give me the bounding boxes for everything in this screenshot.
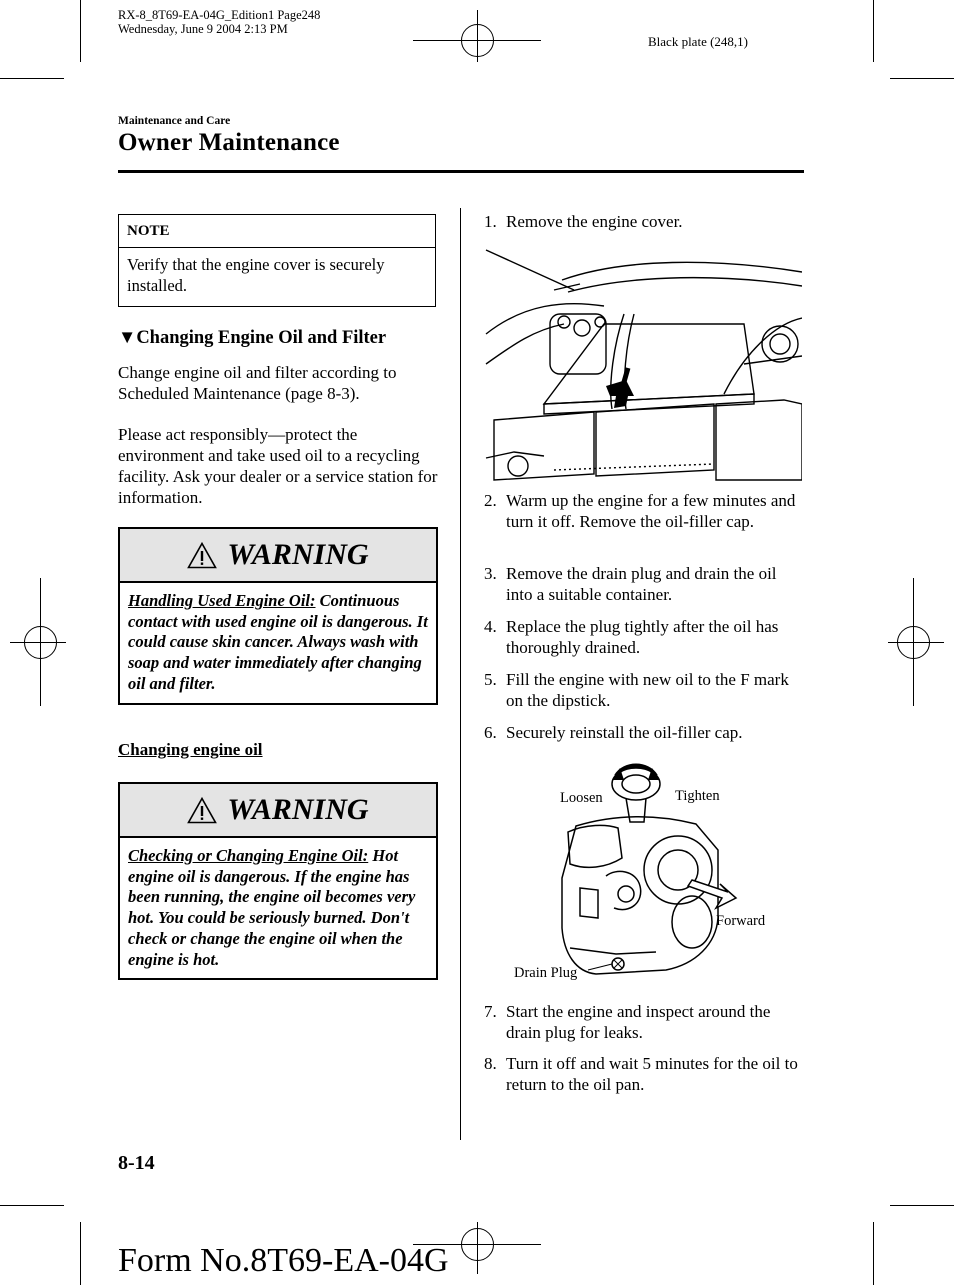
step-item [484,490,804,532]
warning-title: WARNING [227,793,369,826]
subsection-heading-text: Changing Engine Oil and Filter [136,328,387,348]
changing-engine-oil-heading: Changing engine oil [118,740,263,759]
oil-cap-drain-plug-diagram [506,758,796,990]
step-text: Start the engine and inspect around the drain plug for leaks. [506,1002,771,1042]
crop-mark [80,0,81,62]
warning-text [120,838,436,978]
warning-lead: Checking or Changing Engine Oil: [128,846,369,865]
form-number: Form No.8T69-EA-04G [118,1242,449,1279]
tighten-label: Tighten [675,788,720,804]
page-title: Owner Maintenance [118,129,340,156]
crop-mark [0,78,64,79]
black-plate-label: Black plate (248,1) [648,34,748,49]
step-number: 8. [484,1054,497,1073]
warning-header [120,529,436,583]
step-number: 3. [484,564,497,583]
exclamation-triangle-icon [187,542,217,569]
note-heading: NOTE [119,215,435,248]
step-text: Warm up the engine for a few minutes and turn it off. Remove the oil-filler cap. [506,491,796,531]
step-item [484,211,804,232]
step-text: Turn it off and wait 5 minutes for the oil to return to the oil pan. [506,1054,798,1094]
step-number: 1. [484,212,497,231]
step-item [484,1053,804,1095]
warning-header [120,784,436,838]
title-rule [118,170,804,173]
crop-mark [890,78,954,79]
forward-label: Forward [716,913,766,929]
warning-title: WARNING [227,538,369,571]
step-text: Remove the drain plug and drain the oil into a suitable container. [506,564,777,604]
drain-plug-label: Drain Plug [514,965,578,981]
step-text: Fill the engine with new oil to the F mark on the dipstick. [506,670,789,710]
step-item [484,1001,804,1043]
step-item [484,563,804,605]
step-item [484,616,804,658]
print-header [118,8,320,36]
registration-circle [897,626,930,659]
note-text: Verify that the engine cover is securely installed. [127,255,385,295]
step-number: 2. [484,491,497,510]
crop-mark [873,0,874,62]
step-text: Replace the plug tightly after the oil has thoroughly drained. [506,617,779,657]
paragraph: Please act responsibly―protect the environment and take used oil to a recycling facility. Ask your dealer or a service station for information. [118,425,438,507]
crop-mark [873,1222,874,1285]
triangle-marker-icon: ▼ [118,328,137,348]
crop-mark [80,1222,81,1285]
warning-box [118,782,438,980]
warning-body: Hot engine oil is dangerous. If the engine has been running, the engine oil becomes very hot. You could be seriously burned. Don't check or change the engine oil when the engine is hot. [128,846,416,969]
step-text: Remove the engine cover. [506,212,683,231]
engine-cover-illustration [484,244,802,482]
registration-circle [461,1228,494,1261]
crop-mark [890,1205,954,1206]
step-number: 4. [484,617,497,636]
registration-circle [461,24,494,57]
paragraph: Change engine oil and filter according to Scheduled Maintenance (page 8-3). [118,363,397,403]
print-header-date: Wednesday, June 9 2004 2:13 PM [118,22,288,36]
step-item [484,722,804,743]
warning-lead: Handling Used Engine Oil: [128,591,316,610]
step-number: 7. [484,1002,497,1021]
step-item [484,669,804,711]
column-divider [460,208,461,1140]
loosen-label: Loosen [560,790,603,806]
exclamation-triangle-icon [187,797,217,824]
note-box [118,214,436,307]
warning-text [120,583,436,703]
step-number: 5. [484,670,497,689]
page-number: 8-14 [118,1152,155,1174]
step-text: Securely reinstall the oil-filler cap. [506,723,743,742]
subsection-heading [118,328,386,349]
registration-circle [24,626,57,659]
crop-mark [0,1205,64,1206]
print-header-file: RX-8_8T69-EA-04G_Edition1 Page248 [118,8,321,22]
step-number: 6. [484,723,497,742]
warning-body: Continuous contact with used engine oil is dangerous. It could cause skin cancer. Always wash with soap and water immediately after changing oil and filter. [128,591,428,693]
section-label: Maintenance and Care [118,115,231,127]
warning-box [118,527,438,705]
